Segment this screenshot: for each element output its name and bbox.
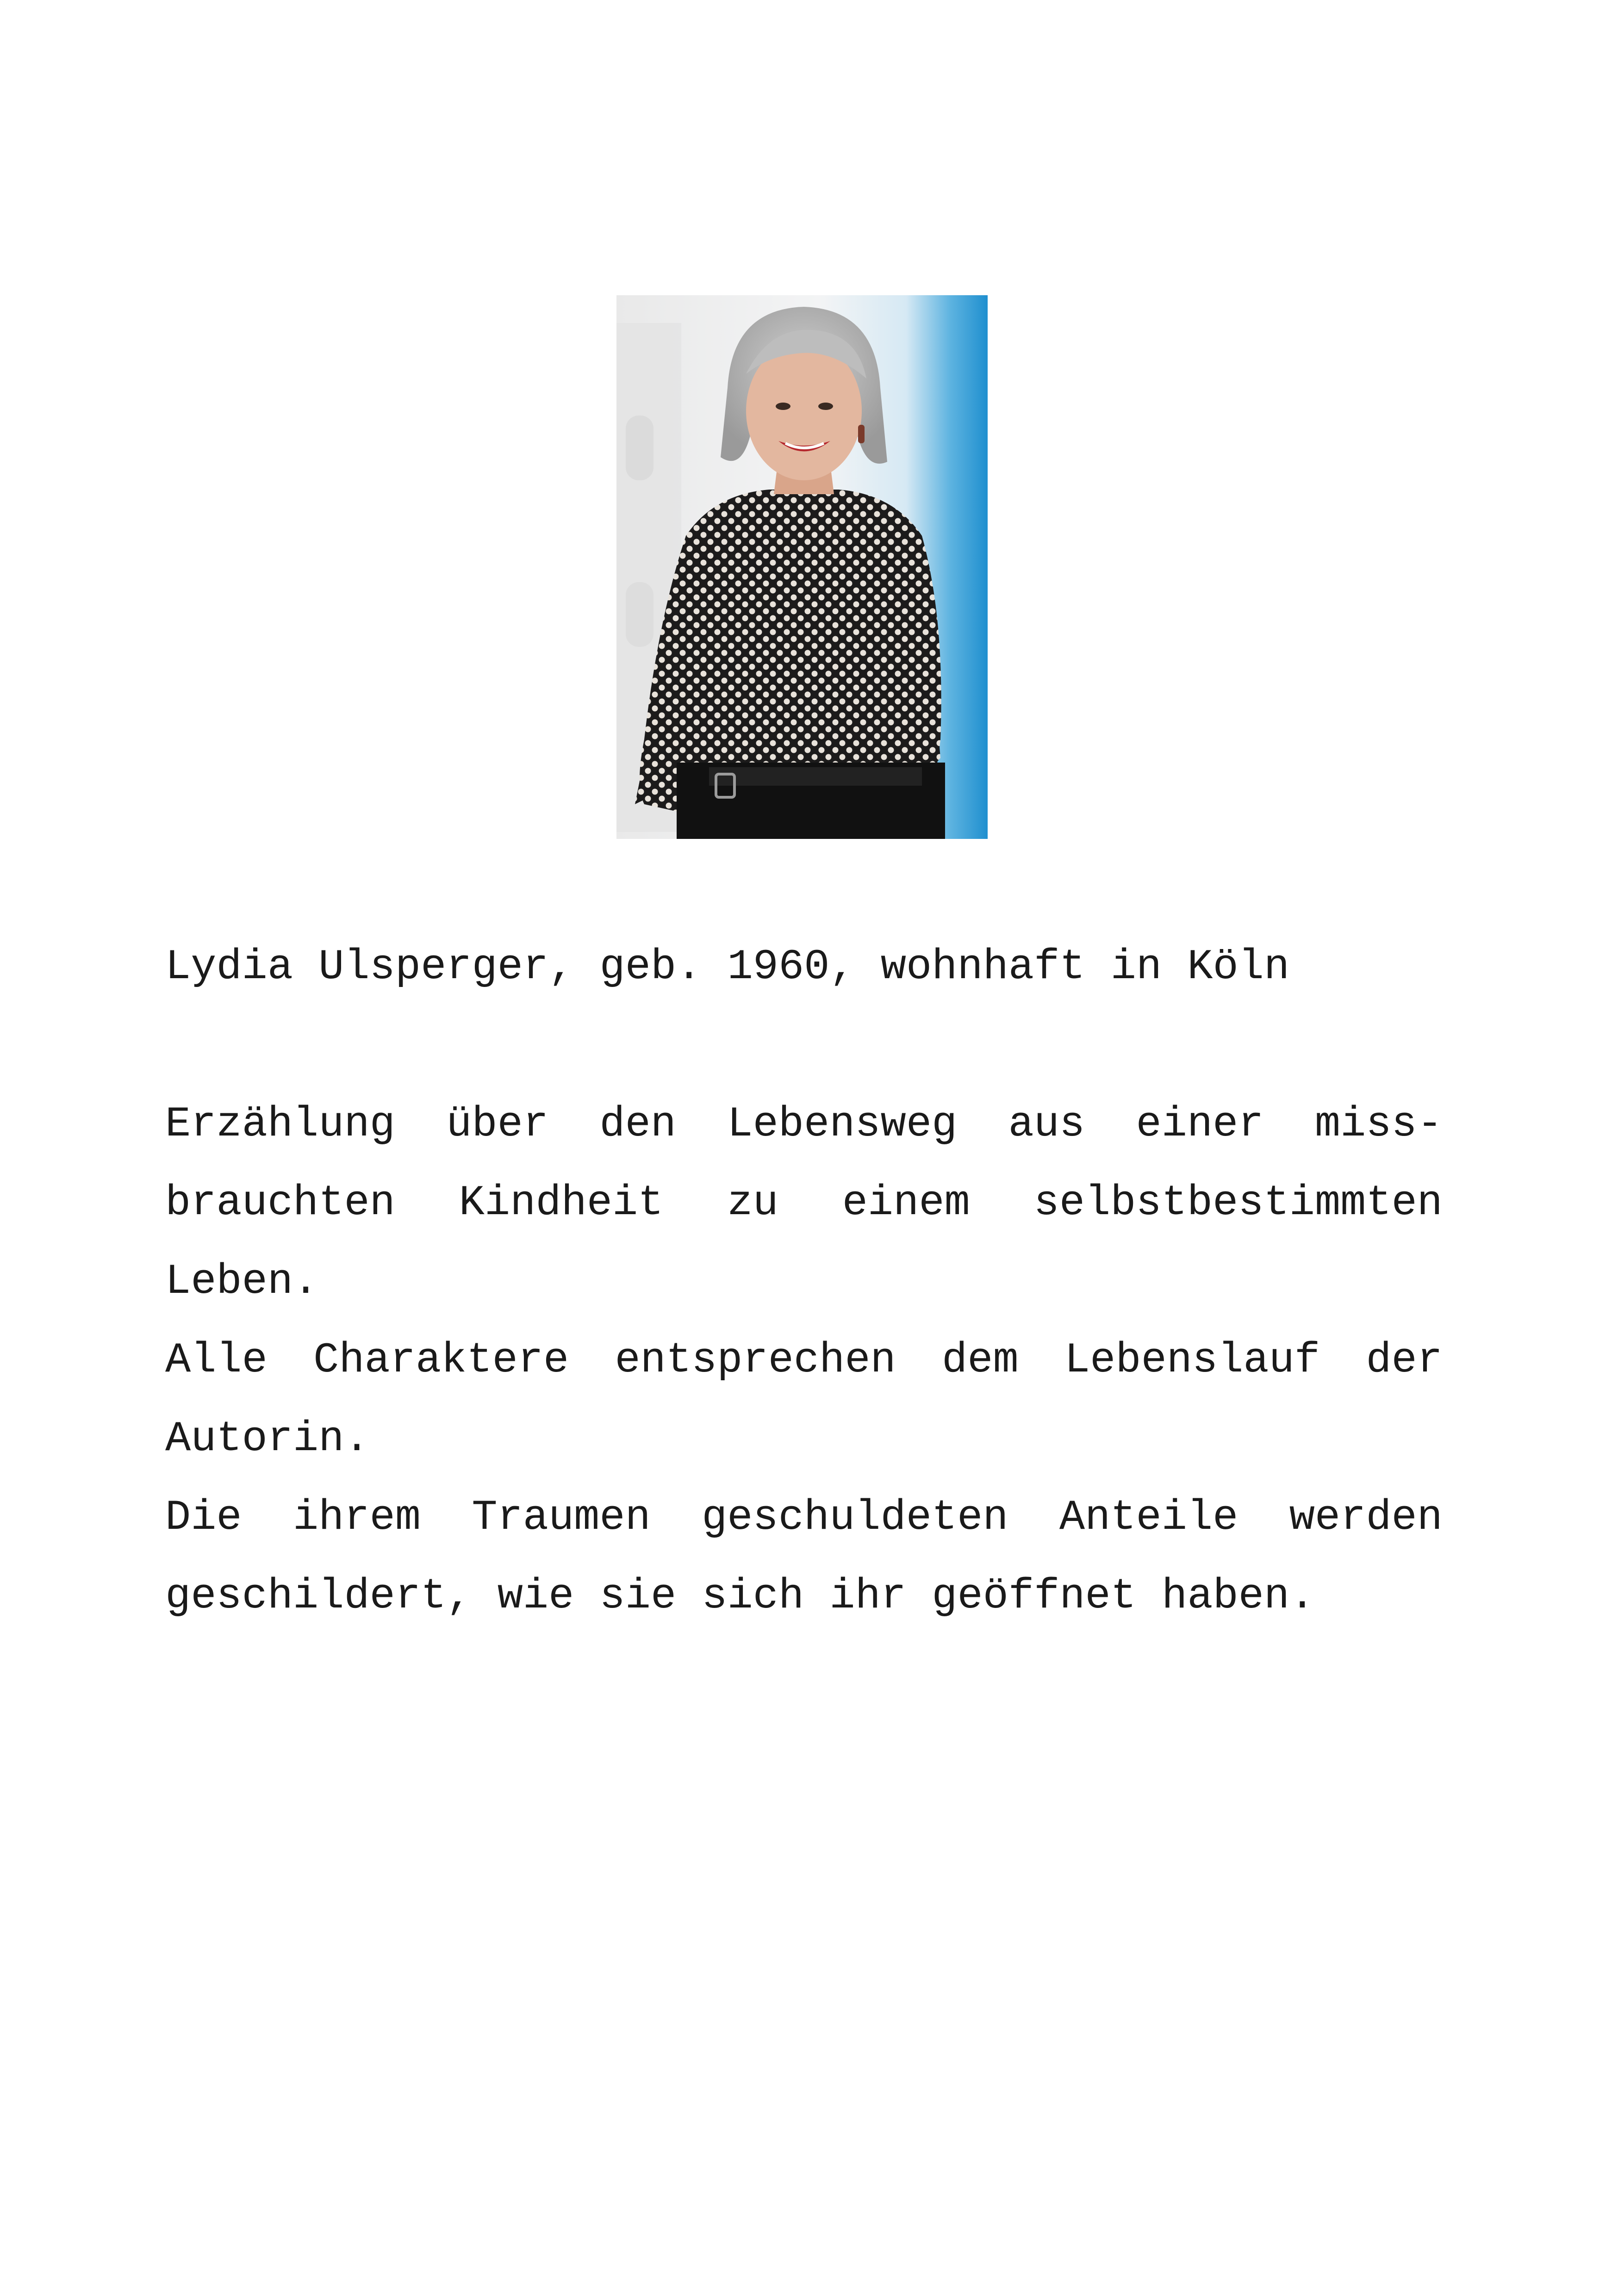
word: einem (842, 1179, 970, 1227)
word: selbstbestimmten (1033, 1179, 1443, 1227)
word: Traumen (472, 1493, 651, 1542)
word: den (599, 1100, 677, 1148)
word: Lebenslauf (1064, 1336, 1320, 1384)
word: einer (1136, 1100, 1264, 1148)
word: werden (1289, 1493, 1443, 1542)
author-line: Lydia Ulsperger, geb. 1960, wohnhaft in Köln (165, 943, 1290, 991)
word: ihrem (292, 1493, 421, 1542)
word: geschuldeten (702, 1493, 1008, 1542)
text-line: geschildert, wie sie sich ihr geöffnet haben. (165, 1572, 1315, 1620)
text-line (165, 1085, 1443, 1164)
text-line (165, 1321, 1443, 1400)
paragraph-dreams (165, 1478, 1443, 1636)
word: dem (942, 1336, 1019, 1384)
word: Anteile (1059, 1493, 1238, 1542)
word: miss- (1314, 1100, 1443, 1148)
word: zu (727, 1179, 778, 1227)
word: über (446, 1100, 549, 1148)
word: entsprechen (615, 1336, 896, 1384)
word: der (1366, 1336, 1443, 1384)
text-line (165, 1478, 1443, 1557)
word: aus (1008, 1100, 1085, 1148)
word: Lebensweg (727, 1100, 958, 1148)
word: Erzählung (165, 1100, 395, 1148)
paragraph-characters (165, 1321, 1443, 1478)
text-line: Autorin. (165, 1415, 370, 1463)
word: Alle (165, 1336, 268, 1384)
text-line: Leben. (165, 1257, 319, 1306)
word: Die (165, 1493, 242, 1542)
word: Kindheit (459, 1179, 664, 1227)
word: Charaktere (313, 1336, 569, 1384)
text-line (165, 1164, 1443, 1242)
word: brauchten (165, 1179, 395, 1227)
blank-line (165, 1006, 1443, 1085)
author-portrait (616, 295, 988, 839)
author-text-block (165, 928, 1443, 1636)
paragraph-description (165, 1085, 1443, 1321)
